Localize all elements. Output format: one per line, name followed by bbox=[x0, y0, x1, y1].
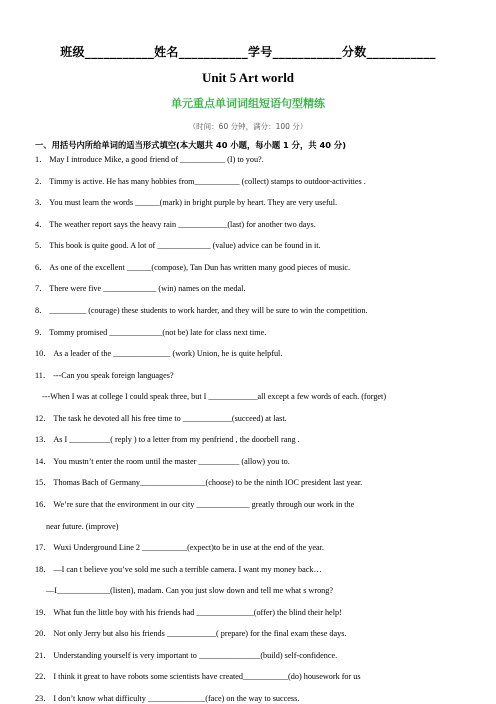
question-text: I don’t know what difficulty ______________(face) on the way to success. bbox=[53, 694, 300, 703]
question-text: The task he devoted all his free time to ____________(succeed) at last. bbox=[53, 413, 287, 423]
question-item bbox=[35, 478, 362, 488]
question-item bbox=[35, 694, 299, 704]
question-number: 17． bbox=[35, 543, 52, 553]
question-text: —I_____________(listen), madam. Can you just slow down and tell me what s wrong? bbox=[46, 586, 333, 596]
question-item bbox=[35, 608, 342, 618]
question-text: _________ (courage) these students to work harder, and they will be sure to win the competition. bbox=[49, 305, 368, 315]
question-text: You must learn the words ______(mark) in bright purple by heart. They are very useful. bbox=[49, 198, 338, 208]
question-number: 2． bbox=[35, 176, 48, 186]
question-text: Understanding yourself is very important to _______________(build) self-confidence. bbox=[53, 650, 338, 660]
question-text: ---Can you speak foreign languages? bbox=[53, 370, 174, 380]
question-text: Not only Jerry but also his friends ____________( prepare) for the final exam these days. bbox=[53, 629, 347, 639]
question-text: This book is quite good. A lot of _____________ (value) advice can be found in it. bbox=[49, 241, 321, 251]
question-number: 10． bbox=[35, 349, 52, 358]
question-number: 13． bbox=[35, 435, 52, 445]
question-number: 18． bbox=[35, 564, 52, 574]
question-number: 16． bbox=[35, 500, 52, 509]
question-number: 6． bbox=[35, 262, 48, 272]
question-item bbox=[35, 651, 337, 661]
question-item bbox=[35, 328, 266, 338]
question-text: ---When I was at college I could speak three, but I ____________all except a few words of each. (forget) bbox=[42, 392, 387, 402]
question-item bbox=[35, 500, 354, 510]
question-number: 12． bbox=[35, 413, 52, 423]
question-item bbox=[35, 284, 246, 294]
question-item bbox=[35, 672, 361, 682]
question-text: You mustn’t enter the room until the master __________ (allow) you to. bbox=[53, 456, 290, 466]
question-number: 1． bbox=[35, 155, 48, 164]
question-item bbox=[35, 435, 300, 445]
question-number: 14． bbox=[35, 456, 52, 466]
question-text: —I can t believe you’ve sold me such a terrible camera. I want my money back… bbox=[53, 564, 322, 574]
question-item bbox=[35, 457, 290, 467]
question-item bbox=[35, 306, 368, 316]
question-text: There were five _____________ (win) names on the medal. bbox=[49, 284, 246, 294]
question-number: 15． bbox=[35, 478, 52, 488]
question-number: 23． bbox=[35, 694, 52, 703]
question-item bbox=[35, 629, 346, 639]
question-number: 8． bbox=[35, 305, 48, 315]
question-item bbox=[42, 392, 386, 402]
question-item bbox=[46, 522, 119, 532]
question-text: As I __________( reply ) to a letter from my penfriend , the doorbell rang . bbox=[53, 435, 300, 445]
question-number: 5． bbox=[35, 241, 48, 251]
question-number: 22． bbox=[35, 672, 52, 682]
question-text: As a leader of the ______________ (work) Union, he is quite helpful. bbox=[53, 349, 283, 358]
question-item bbox=[35, 371, 174, 381]
page-title: Unit 5 Art world bbox=[201, 70, 295, 85]
question-item bbox=[35, 155, 264, 165]
question-text: We’re sure that the environment in our city _____________ greatly through our work in the bbox=[53, 500, 355, 509]
question-item bbox=[35, 543, 324, 553]
question-number: 4． bbox=[35, 219, 48, 229]
question-text: near future. (improve) bbox=[46, 521, 119, 531]
question-item bbox=[46, 586, 333, 596]
question-text: The weather report says the heavy rain ____________(last) for another two days. bbox=[49, 219, 316, 229]
question-number: 21． bbox=[35, 650, 52, 660]
question-number: 9． bbox=[35, 327, 48, 337]
question-number: 20． bbox=[35, 629, 52, 639]
question-number: 7． bbox=[35, 284, 48, 294]
question-number: 11． bbox=[35, 370, 52, 380]
section-heading: 一、用括号内所给单词的适当形式填空(本大题共 40 小题，每小题 1 分，共 40 分) bbox=[35, 140, 346, 150]
question-item bbox=[35, 565, 322, 575]
question-text: Wuxi Underground Line 2 ___________(expect)to be in use at the end of the year. bbox=[53, 543, 324, 553]
question-item bbox=[35, 349, 282, 359]
question-item bbox=[35, 220, 316, 230]
question-text: Thomas Bach of Germany________________(choose) to be the ninth IOC president last year. bbox=[53, 478, 363, 488]
question-item bbox=[35, 414, 287, 424]
question-number: 19． bbox=[35, 607, 52, 617]
exam-meta: （时间：60 分钟，满分：100 分） bbox=[188, 122, 308, 131]
question-text: Timmy is active. He has many hobbies from___________ (collect) stamps to outdoor-activities . bbox=[49, 176, 366, 186]
question-item bbox=[35, 263, 350, 273]
question-text: Tommy promised _____________(not be) late for class next time. bbox=[49, 327, 267, 337]
student-info-line: 班级___________姓名___________学号___________分数___________ bbox=[60, 45, 436, 59]
page-subtitle: 单元重点单词词组短语句型精练 bbox=[171, 97, 325, 110]
question-text: As one of the excellent ______(compose), Tan Dun has written many good pieces of music. bbox=[49, 262, 351, 272]
question-text: May I introduce Mike, a good friend of ___________ (I) to you?. bbox=[49, 155, 264, 164]
question-text: What fun the little boy with his friends had ______________(offer) the blind their help! bbox=[53, 607, 342, 617]
question-item bbox=[35, 198, 337, 208]
question-item bbox=[35, 177, 366, 187]
question-number: 3． bbox=[35, 198, 48, 208]
question-text: I think it great to have robots some scientists have created___________(do) housework for us bbox=[53, 672, 361, 682]
question-item bbox=[35, 241, 321, 251]
